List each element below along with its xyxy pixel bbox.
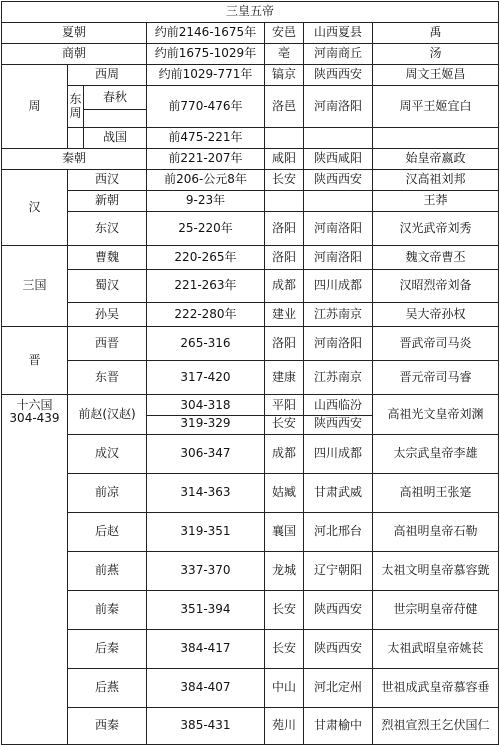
founder: 吴大帝孙权: [373, 303, 499, 327]
period: 9-23年: [147, 191, 265, 212]
table-row: [2, 170, 499, 191]
table-row: [2, 435, 499, 474]
capital: 长安: [265, 591, 304, 630]
dynasty-table: [1, 1, 499, 745]
capital: 亳: [265, 44, 304, 65]
table-row: [2, 246, 499, 270]
table-row: [2, 128, 499, 149]
capital: 洛邑: [265, 86, 304, 128]
table-row: [2, 149, 499, 170]
founder: 世祖成武皇帝慕容垂: [373, 669, 499, 708]
founder: 周平王姬宜白: [373, 86, 499, 128]
dynasty-name: 夏朝: [2, 23, 147, 44]
table-row: [2, 86, 499, 110]
table-row: [2, 327, 499, 361]
capital: 咸阳: [265, 149, 304, 170]
table-row: [2, 474, 499, 513]
location: 河南商丘: [304, 44, 373, 65]
period: 306-347: [147, 435, 265, 474]
period: 220-265年: [147, 246, 265, 270]
capital: 长安: [265, 170, 304, 191]
table-row: [2, 395, 499, 435]
period: 222-280年: [147, 303, 265, 327]
dynasty-name: 后燕: [68, 669, 147, 708]
location: 江苏南京: [304, 303, 373, 327]
location: [304, 191, 373, 212]
founder: 魏文帝曹丕: [373, 246, 499, 270]
dynasty-name: 前凉: [68, 474, 147, 513]
location: 陕西西安: [304, 65, 373, 86]
founder: 烈祖宣烈王乞伏国仁: [373, 708, 499, 745]
capital: 洛阳: [265, 212, 304, 246]
group-label: 汉: [2, 170, 68, 246]
period: 385-431: [147, 708, 265, 745]
period: 前206-公元8年: [147, 170, 265, 191]
dynasty-name: 前赵(汉赵): [68, 395, 147, 435]
subgroup-spacer: [68, 128, 84, 149]
period: 317-420: [147, 361, 265, 395]
capital: 成都: [265, 270, 304, 303]
group-label: 周: [2, 65, 68, 149]
location: [304, 128, 373, 149]
founder: 禹: [373, 23, 499, 44]
location: 陕西西安: [304, 591, 373, 630]
founder: 世宗明皇帝苻健: [373, 591, 499, 630]
dynasty-name: 西汉: [68, 170, 147, 191]
location: 河南洛阳: [304, 246, 373, 270]
location: 河北定州: [304, 669, 373, 708]
location: 陕西咸阳: [304, 149, 373, 170]
group-label-range: 304-439: [9, 411, 60, 426]
period: 384-407: [147, 669, 265, 708]
founder: 高祖明皇帝石勒: [373, 513, 499, 552]
capital: [265, 191, 304, 212]
location: 江苏南京: [304, 361, 373, 395]
table-title: 三皇五帝: [2, 2, 499, 23]
founder: 高祖光文皇帝刘渊: [373, 395, 499, 435]
capital: 洛阳: [265, 327, 304, 361]
dynasty-name: 春秋: [84, 86, 147, 110]
founder: 晋元帝司马睿: [373, 361, 499, 395]
group-label: 三国: [2, 246, 68, 327]
table-row: [2, 361, 499, 395]
period: 前221-207年: [147, 149, 265, 170]
capital: [265, 395, 304, 435]
dynasty-name: 西晋: [68, 327, 147, 361]
location: 四川成都: [304, 435, 373, 474]
period: 265-316: [147, 327, 265, 361]
period: 约前1675-1029年: [147, 44, 265, 65]
location-b: 陕西西安: [313, 415, 362, 430]
capital-a: 平阳: [271, 398, 296, 412]
dynasty-name: 孙吴: [68, 303, 147, 327]
location: 河南洛阳: [304, 86, 373, 128]
subgroup-label: 东周: [68, 86, 84, 128]
table-row: [2, 23, 499, 44]
capital-b: 长安: [271, 415, 296, 430]
period: 351-394: [147, 591, 265, 630]
location: 甘肃榆中: [304, 708, 373, 745]
capital: 苑川: [265, 708, 304, 745]
capital: 建康: [265, 361, 304, 395]
capital: 襄国: [265, 513, 304, 552]
founder: 汉高祖刘邦: [373, 170, 499, 191]
capital: 中山: [265, 669, 304, 708]
table-row: [2, 191, 499, 212]
period-a: 304-318: [180, 398, 231, 412]
table-row: [2, 552, 499, 591]
period: 约前1029-771年: [147, 65, 265, 86]
title-row: [2, 2, 499, 23]
table-row: [2, 591, 499, 630]
location: 河南洛阳: [304, 327, 373, 361]
dynasty-name: 战国: [84, 128, 147, 149]
group-label: 晋: [2, 327, 68, 395]
location: 河南洛阳: [304, 212, 373, 246]
founder: 汤: [373, 44, 499, 65]
capital: 成都: [265, 435, 304, 474]
dynasty-name: 曹魏: [68, 246, 147, 270]
capital: 洛阳: [265, 246, 304, 270]
table-row: [2, 303, 499, 327]
capital: [265, 128, 304, 149]
dynasty-name: 秦朝: [2, 149, 147, 170]
location: 山西夏县: [304, 23, 373, 44]
founder: 王莽: [373, 191, 499, 212]
dynasty-name: 后赵: [68, 513, 147, 552]
founder: 汉昭烈帝刘备: [373, 270, 499, 303]
dynasty-name: 前燕: [68, 552, 147, 591]
dynasty-name: 蜀汉: [68, 270, 147, 303]
capital: 镐京: [265, 65, 304, 86]
capital: 长安: [265, 630, 304, 669]
table-row: [2, 212, 499, 246]
period: 前475-221年: [147, 128, 265, 149]
founder: 太宗武皇帝李雄: [373, 435, 499, 474]
period: 314-363: [147, 474, 265, 513]
dynasty-name: 东晋: [68, 361, 147, 395]
table-row: [2, 708, 499, 745]
table-row: [2, 513, 499, 552]
location: [304, 395, 373, 435]
founder: 高祖明王张寔: [373, 474, 499, 513]
table-row: [2, 65, 499, 86]
location: 陕西西安: [304, 170, 373, 191]
table-row: [2, 44, 499, 65]
founder: [373, 128, 499, 149]
dynasty-name: 商朝: [2, 44, 147, 65]
founder: 汉光武帝刘秀: [373, 212, 499, 246]
capital: 龙城: [265, 552, 304, 591]
location: 陕西西安: [304, 630, 373, 669]
founder: 晋武帝司马炎: [373, 327, 499, 361]
table-row: [2, 270, 499, 303]
location: 甘肃武威: [304, 474, 373, 513]
dynasty-name: 新朝: [68, 191, 147, 212]
period: 384-417: [147, 630, 265, 669]
period: 337-370: [147, 552, 265, 591]
period: 319-351: [147, 513, 265, 552]
group-label: [2, 395, 68, 745]
capital: 建业: [265, 303, 304, 327]
dynasty-name: 东汉: [68, 212, 147, 246]
capital: 姑臧: [265, 474, 304, 513]
table-row: [2, 630, 499, 669]
dynasty-name: 后秦: [68, 630, 147, 669]
group-label-name: 十六国: [16, 398, 53, 412]
founder: 太祖武昭皇帝姚苌: [373, 630, 499, 669]
period: 25-220年: [147, 212, 265, 246]
capital: 安邑: [265, 23, 304, 44]
dynasty-name: 西秦: [68, 708, 147, 745]
period: 221-263年: [147, 270, 265, 303]
dynasty-name: 成汉: [68, 435, 147, 474]
founder: 始皇帝嬴政: [373, 149, 499, 170]
period-b: 319-329: [180, 415, 231, 430]
period: [147, 395, 265, 435]
founder: 太祖文明皇帝慕容皝: [373, 552, 499, 591]
spacer-cell: [84, 110, 147, 128]
dynasty-name: 西周: [68, 65, 147, 86]
location: 辽宁朝阳: [304, 552, 373, 591]
location: 四川成都: [304, 270, 373, 303]
table-row: [2, 669, 499, 708]
period: 约前2146-1675年: [147, 23, 265, 44]
location-a: 山西临汾: [313, 398, 362, 412]
period: 前770-476年: [147, 86, 265, 128]
location: 河北邢台: [304, 513, 373, 552]
dynasty-name: 前秦: [68, 591, 147, 630]
founder: 周文王姬昌: [373, 65, 499, 86]
